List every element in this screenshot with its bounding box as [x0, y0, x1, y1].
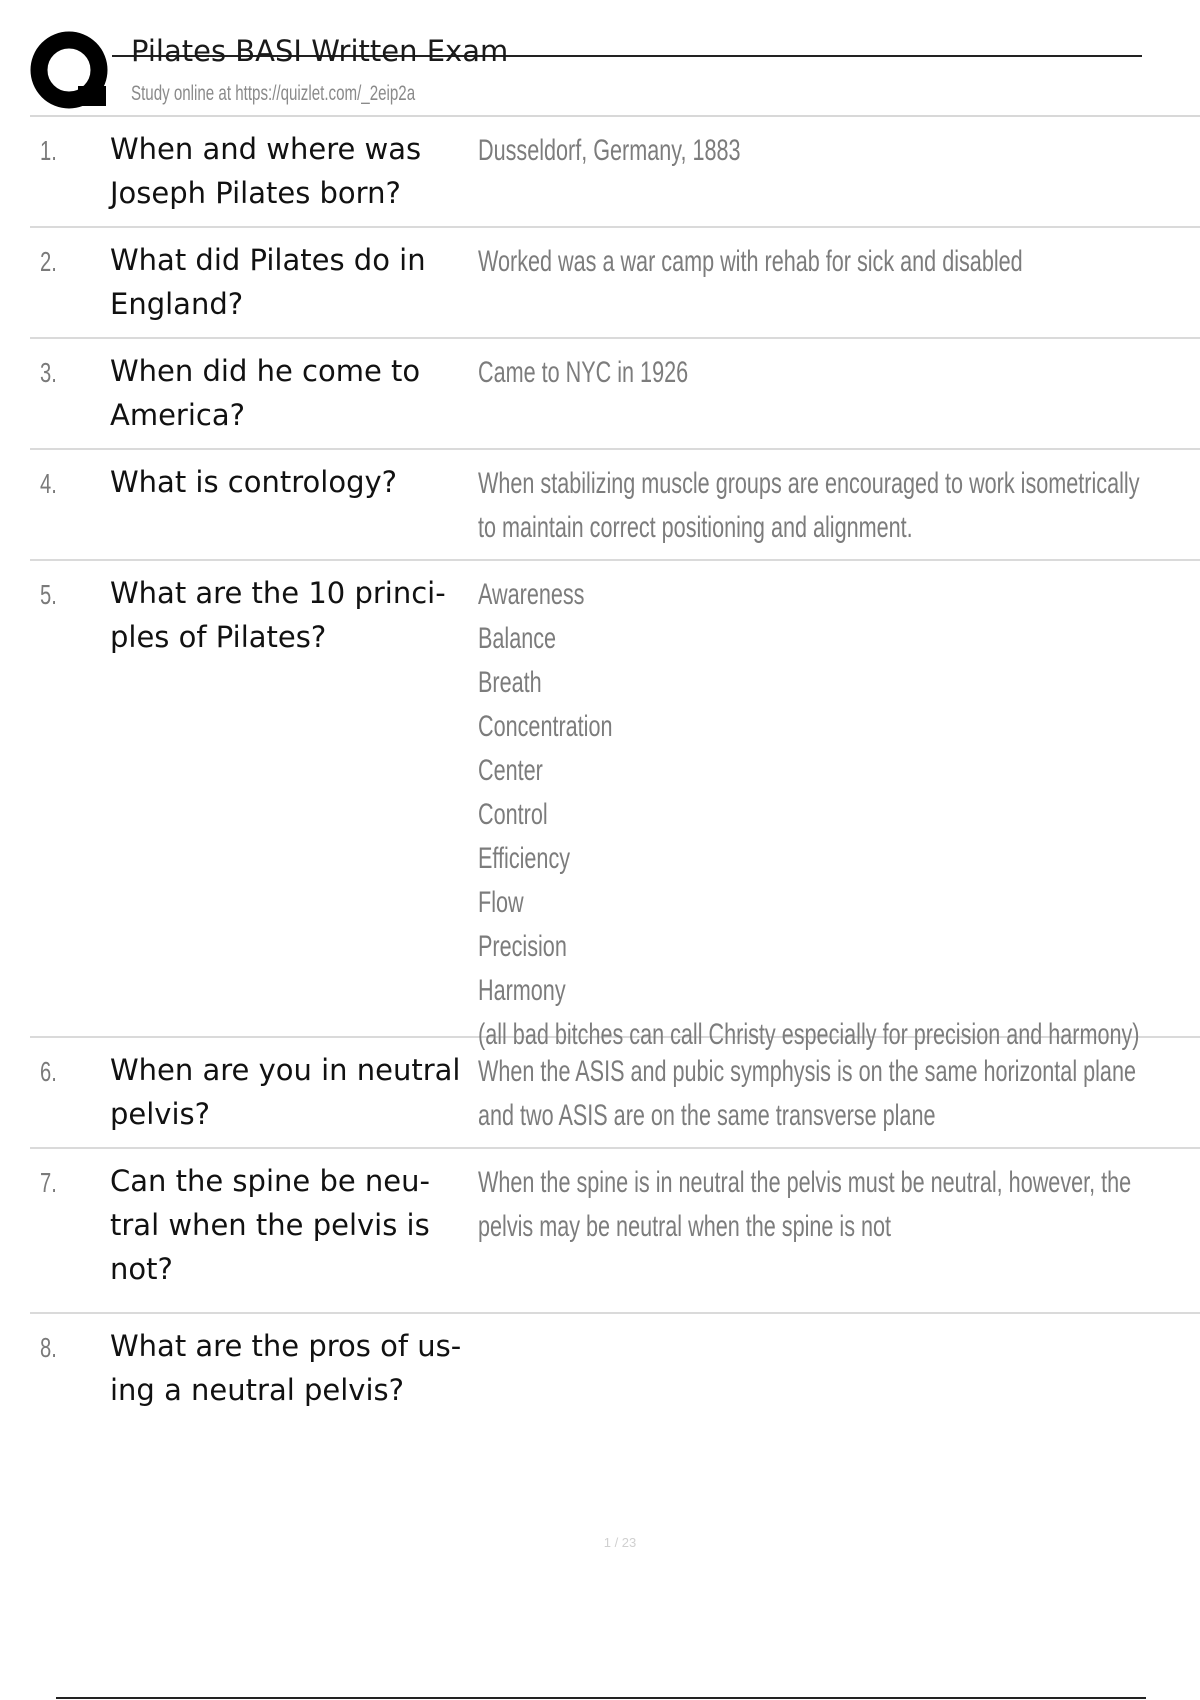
answer-line: Worked was a war camp with rehab for sick and disabled: [478, 245, 1023, 278]
question-number: 2.: [40, 246, 57, 277]
question-text: When are you in neutral pelvis?: [110, 1053, 461, 1131]
question-text: What is contrology?: [110, 465, 398, 499]
question-text: When did he come to America?: [110, 354, 421, 432]
qa-list: [30, 117, 1200, 1434]
qa-row: [30, 1314, 1200, 1434]
mnemonic-note: (all bad bitches can call Christy especially for precision and harmony): [478, 1018, 1140, 1051]
principle-item: Flow: [478, 886, 524, 919]
qa-row: [30, 228, 1200, 339]
question-number: 8.: [40, 1332, 57, 1363]
page-number: 1 / 23: [603, 1535, 637, 1550]
principle-item: Precision: [478, 930, 567, 963]
principle-item: Efficiency: [478, 842, 571, 875]
qa-row: [30, 117, 1200, 228]
qa-row: [30, 561, 1200, 1051]
answer-line: When the ASIS and pubic symphysis is on the same horizontal plane: [478, 1055, 1136, 1088]
qa-row: [30, 1149, 1200, 1314]
question-number: 7.: [40, 1167, 57, 1198]
question-number: 6.: [40, 1056, 57, 1087]
question-number: 5.: [40, 579, 57, 610]
answer-line: to maintain correct positioning and alignment.: [478, 511, 913, 544]
answer-text: [478, 129, 1198, 173]
question-number: 1.: [40, 135, 57, 166]
principle-item: Breath: [478, 666, 542, 699]
footer-rule: [56, 1697, 1146, 1699]
question-text: What are the pros of us- ing a neutral pelvis?: [110, 1329, 462, 1407]
principle-item: Awareness: [478, 578, 585, 611]
answer-text: [478, 1161, 1198, 1249]
answer-text: [478, 462, 1198, 550]
question-text: What are the 10 princi- ples of Pilates?: [110, 576, 446, 654]
answer-line: Dusseldorf, Germany, 1883: [478, 134, 741, 167]
answer-line: When the spine is in neutral the pelvis must be neutral, however, the: [478, 1166, 1132, 1199]
principle-item: Harmony: [478, 974, 566, 1007]
quizlet-logo-icon: [30, 30, 112, 112]
qa-row: [30, 339, 1200, 450]
answer-line: pelvis may be neutral when the spine is not: [478, 1210, 892, 1243]
principle-item: Center: [478, 754, 543, 787]
question-number: 3.: [40, 357, 57, 388]
question-number: 4.: [40, 468, 57, 499]
principle-item: Balance: [478, 622, 557, 655]
answer-text: [478, 351, 1198, 395]
question-text: When and where was Joseph Pilates born?: [110, 132, 422, 210]
qa-row: [30, 1038, 1200, 1149]
answer-line: Came to NYC in 1926: [478, 356, 689, 389]
document-title: Pilates BASI Written Exam: [131, 34, 509, 68]
answer-text: [478, 573, 1198, 1057]
principle-item: Concentration: [478, 710, 613, 743]
answer-line: and two ASIS are on the same transverse plane: [478, 1099, 936, 1132]
answer-text: [478, 1050, 1198, 1138]
principle-item: Control: [478, 798, 548, 831]
study-online-link-text: Study online at https://quizlet.com/_2eip2a: [131, 82, 416, 105]
question-text: Can the spine be neu- tral when the pelvis is not?: [110, 1164, 430, 1286]
answer-text: [478, 240, 1198, 284]
answer-line: When stabilizing muscle groups are encouraged to work isometrically: [478, 467, 1140, 500]
question-text: What did Pilates do in England?: [110, 243, 426, 321]
document-header: [0, 0, 1200, 116]
qa-row: [30, 450, 1200, 561]
